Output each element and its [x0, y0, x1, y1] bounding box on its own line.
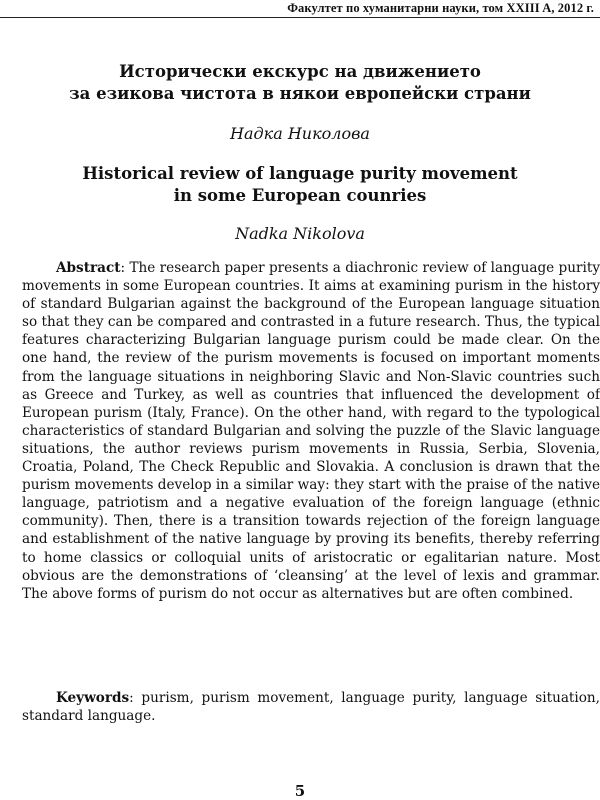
abstract-text: : The research paper presents a diachronic review of language purity movements in some European countries. It aims at examining purism in the history of standard Bulgarian against the background of the European language situation so that they can be compared and contrasted in a future research. Thus, the typical features characterizing Bulgarian language purism could be made clear. On the one hand, the review of the purism movements is focused on important moments from the language situations in neighboring Slavic and Non-Slavic countries such as Greece and Turkey, as well as countries that influenced the development of European purism (Italy, France). On the other hand, with regard to the typological characteristics of standard Bulgarian and solving the puzzle of the Slavic language situations, the author reviews purism movements in Russia, Serbia, Slovenia, Croatia, Poland, The Check Republic and Slovakia. A conclusion is drawn that the purism movements develop in a similar way: they start with the praise of the native language, patriotism and a negative evaluation of the foreign language (ethnic community). Then, there is a transition towards rejection of the foreign language and establishment of the native language by proving its benefits, thereby referring to home classics or colloquial units of aristocratic or egalitarian nature. Most obvious are the demonstrations of ‘cleansing’ at the level of lexis and grammar. The above forms of purism do not occur as alternatives but are often combined. — [22, 260, 600, 602]
running-title: Факултет по хуманитарни науки, том XXIII A, 2012 г. — [287, 1, 594, 15]
keywords-paragraph — [22, 689, 600, 725]
english-title-line-1: Historical review of language purity movement — [82, 164, 518, 183]
abstract-label: Abstract — [56, 260, 121, 276]
keywords-text: : purism, purism movement, language purity, language situation, standard language. — [22, 690, 600, 725]
keywords-label: Keywords — [56, 690, 130, 706]
abstract-paragraph — [22, 259, 600, 603]
bulgarian-title-line-1: Исторически екскурс на движението — [119, 62, 481, 81]
page-number: 5 — [294, 782, 306, 800]
bulgarian-author: Надка Николова — [230, 124, 370, 143]
english-author: Nadka Nikolova — [235, 224, 365, 243]
bulgarian-title-line-2: за езикова чистота в някои европейски страни — [69, 84, 531, 103]
running-header — [0, 0, 600, 18]
english-title-line-2: in some European counries — [173, 186, 427, 205]
